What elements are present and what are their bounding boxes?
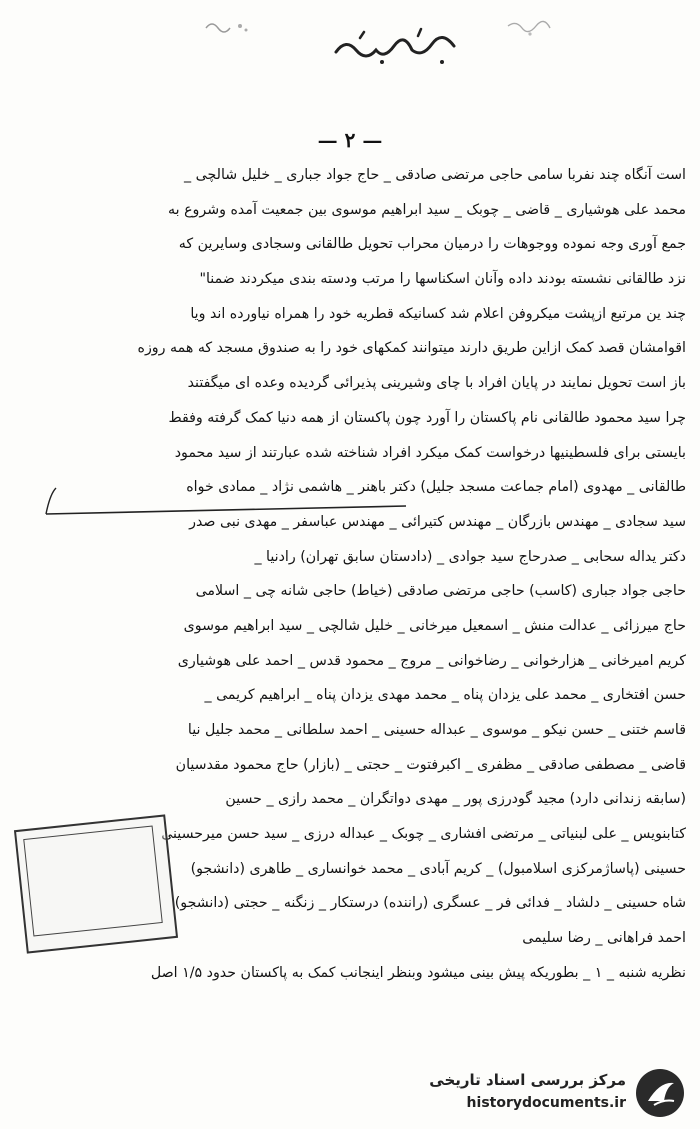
body-line-4: نزد طالقانی نشسته بودند داده وآنان اسکناسها را مرتب ودسته بندی میکردند ضمنا" bbox=[199, 271, 686, 288]
body-line-22: شاه حسینی _ دلشاد _ فدائی فر _ عسگری (راننده) درستکار _ زنگنه _ حجتی (دانشجو) bbox=[174, 895, 686, 912]
body-line-7: باز است تحویل نمایند در پایان افراد با چای وشیرینی پذیرائی گردیده وعده ای میگفتند bbox=[187, 375, 686, 392]
body-line-8: چرا سید محمود طالقانی نام پاکستان را آورد چون پاکستان از همه دنیا کمک گرفته وفقط bbox=[168, 409, 686, 426]
body-line-14: حاج میرزائی _ عدالت منش _ اسمعیل میرخانی _ خلیل شالچی _ سید ابراهیم موسوی bbox=[183, 617, 686, 634]
body-line-6: اقوامشان قصد کمک ازاین طریق دارند میتوانند کمکهای خود را به صندوق مسجد که همه روزه bbox=[137, 340, 686, 357]
archive-logo-icon bbox=[634, 1067, 686, 1119]
body-line-21: حسینی (پاساژمرکزی اسلامبول) _ کریم آبادی _ محمد خوانساری _ طاهری (دانشجو) bbox=[190, 860, 686, 877]
body-line-15: کریم امیرخانی _ هزارخوانی _ رضاخوانی _ مروج _ محمود قدس _ احمد علی هوشیاری bbox=[177, 652, 686, 669]
body-line-1: است آنگاه چند نفربا سامی حاجی مرتضی صادقی _ حاج جواد جباری _ خلیل شالچی _ bbox=[184, 167, 686, 183]
classification-letterhead bbox=[330, 22, 470, 72]
body-line-16: حسن افتخاری _ محمد علی یزدان پناه _ محمد مهدی یزدان پناه _ ابراهیم کریمی _ bbox=[204, 687, 686, 704]
body-line-20: کتابنویس _ علی لبنیاتی _ مرتضی افشاری _ چوبک _ عبداله درزی _ سید حسن میرحسینی bbox=[161, 826, 686, 843]
body-line-24: نظریه شنبه _ ۱ _ بطوریکه پیش بینی میشود وبنظر اینجانب کمک به پاکستان حدود ۱/۵ اصل bbox=[150, 964, 686, 981]
body-line-18: قاضی _ مصطفی صادقی _ مظفری _ اکبرفتوت _ حجتی _ (بازار) حاج محمود مقدسیان bbox=[175, 756, 686, 773]
stamp-inner-frame bbox=[23, 825, 163, 936]
body-line-23: احمد فراهانی _ رضا سلیمی bbox=[522, 930, 686, 947]
body-line-9: بایستی برای فلسطینیها درخواست کمک میکرد افراد شناخته شده عبارتند از سید محمود bbox=[174, 444, 686, 461]
body-line-2: محمد علی هوشیاری _ قاضی _ چوبک _ سید ابراهیم موسوی بین جمعیت آمده وشروع به bbox=[168, 201, 686, 218]
body-line-10: طالقانی _ مهدوی (امام جماعت مسجد جلیل) دکتر باهنر _ هاشمی نژاد _ ممادی خواه bbox=[186, 479, 686, 496]
archive-watermark bbox=[408, 1065, 688, 1121]
handwritten-underline bbox=[40, 484, 410, 528]
header-ink-mark-left bbox=[196, 14, 256, 42]
watermark-title: مرکز بررسی اسناد تاریخی bbox=[429, 1071, 626, 1089]
body-line-5: چند ین مرتبع ازپشت میکروفن اعلام شد کسانیکه قطریه خود را همراه نیاورده اند ویا bbox=[190, 305, 686, 322]
body-line-17: قاسم ختنی _ حسن نیکو _ موسوی _ عبداله حسینی _ احمد سلطانی _ محمد جلیل نیا bbox=[187, 722, 686, 738]
rubber-stamp bbox=[14, 818, 186, 956]
body-line-19: (سابقه زندانی دارد) مجید گودرزی پور _ مهدی دواتگران _ محمد رازی _ حسین bbox=[225, 791, 686, 808]
body-line-12: دکتر یداله سحابی _ صدرحاج سید جوادی _ (دادستان سابق تهران) رادنیا _ bbox=[254, 548, 686, 565]
page-number: — ۲ — bbox=[317, 128, 383, 152]
body-line-3: جمع آوری وجه نموده ووجوهات را درمیان محراب تحویل طالقانی وسجادی وسایرین که bbox=[178, 236, 686, 253]
header-ink-mark-right bbox=[500, 14, 560, 42]
watermark-url: historydocuments.ir bbox=[466, 1095, 626, 1111]
body-line-11: سید سجادی _ مهندس بازرگان _ مهندس کتیرائی _ مهندس عباسفر _ مهدی نبی صدر bbox=[189, 513, 686, 530]
body-line-13: حاجی جواد جباری (کاسب) حاجی مرتضی صادقی (خیاط) حاجی شانه چی _ اسلامی bbox=[195, 583, 686, 600]
